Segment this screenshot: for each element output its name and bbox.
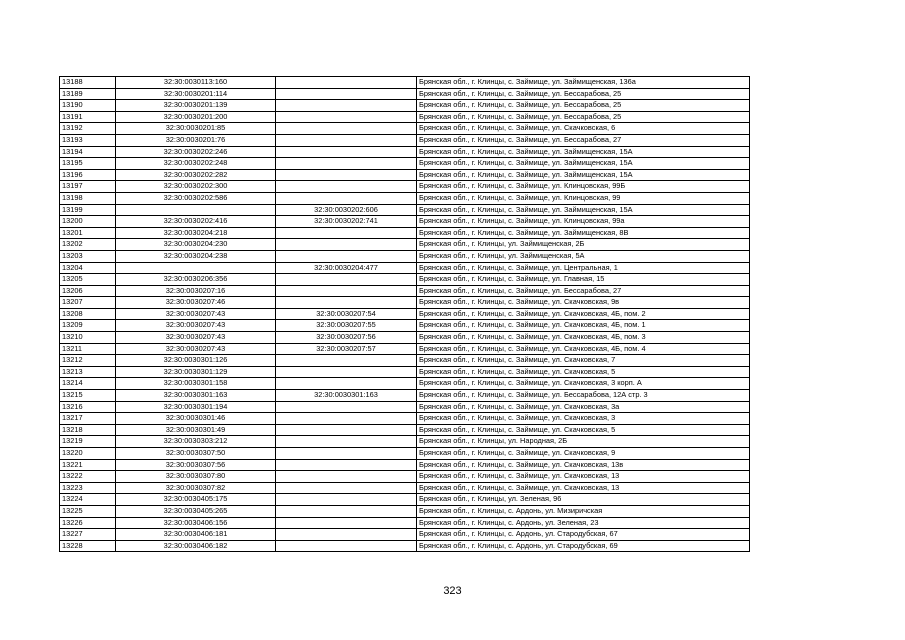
table-row	[60, 505, 750, 517]
address-cell: Брянская обл., г. Клинцы, с. Ардонь, ул. Зеленая, 23	[417, 517, 750, 529]
address-cell: Брянская обл., г. Клинцы, с. Займище, ул. Скачковская, 7	[417, 355, 750, 367]
row-index-cell: 13192	[60, 123, 116, 135]
address-cell: Брянская обл., г. Клинцы, с. Займище, ул. Скачковская, 13	[417, 471, 750, 483]
cadastral-number-cell: 32:30:0030201:114	[116, 88, 276, 100]
row-index-cell: 13222	[60, 471, 116, 483]
row-index-cell: 13199	[60, 204, 116, 216]
linked-cadastral-number-cell	[276, 181, 417, 193]
row-index-cell: 13202	[60, 239, 116, 251]
linked-cadastral-number-cell	[276, 158, 417, 170]
row-index-cell: 13201	[60, 227, 116, 239]
cadastral-number-cell: 32:30:0030406:156	[116, 517, 276, 529]
row-index-cell: 13223	[60, 482, 116, 494]
address-cell: Брянская обл., г. Клинцы, с. Займище, ул. Займищенская, 15А	[417, 169, 750, 181]
linked-cadastral-number-cell: 32:30:0030207:54	[276, 308, 417, 320]
address-cell: Брянская обл., г. Клинцы, с. Займище, ул. Скачковская, 4Б, пом. 2	[417, 308, 750, 320]
row-index-cell: 13212	[60, 355, 116, 367]
linked-cadastral-number-cell	[276, 529, 417, 541]
table-row	[60, 123, 750, 135]
cadastral-number-cell: 32:30:0030307:80	[116, 471, 276, 483]
table-row	[60, 517, 750, 529]
address-cell: Брянская обл., г. Клинцы, с. Займище, ул. Скачковская, 5	[417, 424, 750, 436]
table-row	[60, 274, 750, 286]
table-row	[60, 320, 750, 332]
table-row	[60, 297, 750, 309]
table-row	[60, 436, 750, 448]
linked-cadastral-number-cell	[276, 471, 417, 483]
cadastral-number-cell: 32:30:0030202:248	[116, 158, 276, 170]
cadastral-number-cell: 32:30:0030207:43	[116, 343, 276, 355]
linked-cadastral-number-cell	[276, 239, 417, 251]
table-row	[60, 378, 750, 390]
cadastral-number-cell: 32:30:0030206:356	[116, 274, 276, 286]
linked-cadastral-number-cell: 32:30:0030204:477	[276, 262, 417, 274]
cadastral-number-cell: 32:30:0030301:49	[116, 424, 276, 436]
linked-cadastral-number-cell	[276, 134, 417, 146]
row-index-cell: 13188	[60, 77, 116, 89]
row-index-cell: 13220	[60, 448, 116, 460]
cadastral-number-cell: 32:30:0030301:46	[116, 413, 276, 425]
table-row	[60, 181, 750, 193]
table-row	[60, 332, 750, 344]
address-cell: Брянская обл., г. Клинцы, с. Займище, ул. Займищенская, 15А	[417, 204, 750, 216]
address-cell: Брянская обл., г. Клинцы, с. Займище, ул. Займищенская, 136а	[417, 77, 750, 89]
table-row	[60, 366, 750, 378]
cadastral-number-cell: 32:30:0030207:43	[116, 320, 276, 332]
address-cell: Брянская обл., г. Клинцы, с. Займище, ул. Главная, 15	[417, 274, 750, 286]
cadastral-number-cell: 32:30:0030202:300	[116, 181, 276, 193]
table-row	[60, 169, 750, 181]
cadastral-number-cell	[116, 262, 276, 274]
table-row	[60, 250, 750, 262]
linked-cadastral-number-cell	[276, 146, 417, 158]
table-row	[60, 401, 750, 413]
linked-cadastral-number-cell	[276, 517, 417, 529]
cadastral-number-cell: 32:30:0030301:126	[116, 355, 276, 367]
linked-cadastral-number-cell	[276, 100, 417, 112]
address-cell: Брянская обл., г. Клинцы, с. Займище, ул. Займищенская, 15А	[417, 146, 750, 158]
cadastral-number-cell: 32:30:0030301:158	[116, 378, 276, 390]
registry-table	[59, 76, 750, 552]
linked-cadastral-number-cell	[276, 378, 417, 390]
table-row	[60, 158, 750, 170]
address-cell: Брянская обл., г. Клинцы, с. Займище, ул. Скачковская, 13	[417, 482, 750, 494]
address-cell: Брянская обл., г. Клинцы, с. Ардонь, ул. Мизиричская	[417, 505, 750, 517]
table-row	[60, 192, 750, 204]
row-index-cell: 13197	[60, 181, 116, 193]
cadastral-number-cell: 32:30:0030201:200	[116, 111, 276, 123]
linked-cadastral-number-cell	[276, 227, 417, 239]
linked-cadastral-number-cell	[276, 424, 417, 436]
row-index-cell: 13211	[60, 343, 116, 355]
linked-cadastral-number-cell	[276, 274, 417, 286]
cadastral-number-cell: 32:30:0030301:194	[116, 401, 276, 413]
linked-cadastral-number-cell	[276, 111, 417, 123]
address-cell: Брянская обл., г. Клинцы, с. Ардонь, ул. Стародубская, 67	[417, 529, 750, 541]
address-cell: Брянская обл., г. Клинцы, с. Займище, ул. Бессарабова, 25	[417, 111, 750, 123]
table-row	[60, 413, 750, 425]
address-cell: Брянская обл., г. Клинцы, с. Займище, ул. Займищенская, 15А	[417, 158, 750, 170]
linked-cadastral-number-cell: 32:30:0030301:163	[276, 390, 417, 402]
cadastral-number-cell: 32:30:0030201:139	[116, 100, 276, 112]
row-index-cell: 13210	[60, 332, 116, 344]
table-row	[60, 482, 750, 494]
table-row	[60, 216, 750, 228]
address-cell: Брянская обл., г. Клинцы, ул. Займищенская, 2Б	[417, 239, 750, 251]
row-index-cell: 13219	[60, 436, 116, 448]
table-row	[60, 308, 750, 320]
row-index-cell: 13203	[60, 250, 116, 262]
table-row	[60, 355, 750, 367]
row-index-cell: 13193	[60, 134, 116, 146]
registry-table-body	[60, 77, 750, 552]
row-index-cell: 13227	[60, 529, 116, 541]
address-cell: Брянская обл., г. Клинцы, с. Займище, ул. Бессарабова, 25	[417, 100, 750, 112]
cadastral-number-cell: 32:30:0030207:46	[116, 297, 276, 309]
row-index-cell: 13207	[60, 297, 116, 309]
row-index-cell: 13209	[60, 320, 116, 332]
linked-cadastral-number-cell	[276, 413, 417, 425]
address-cell: Брянская обл., г. Клинцы, с. Займище, ул. Бессарабова, 25	[417, 88, 750, 100]
row-index-cell: 13216	[60, 401, 116, 413]
table-row	[60, 448, 750, 460]
address-cell: Брянская обл., г. Клинцы, с. Займище, ул. Центральная, 1	[417, 262, 750, 274]
table-row	[60, 77, 750, 89]
table-row	[60, 204, 750, 216]
cadastral-number-cell: 32:30:0030406:181	[116, 529, 276, 541]
table-row	[60, 146, 750, 158]
table-row	[60, 111, 750, 123]
address-cell: Брянская обл., г. Клинцы, с. Займище, ул. Скачковская, 13в	[417, 459, 750, 471]
cadastral-number-cell: 32:30:0030202:416	[116, 216, 276, 228]
cadastral-number-cell: 32:30:0030204:230	[116, 239, 276, 251]
cadastral-number-cell: 32:30:0030207:16	[116, 285, 276, 297]
linked-cadastral-number-cell	[276, 285, 417, 297]
table-row	[60, 529, 750, 541]
cadastral-number-cell: 32:30:0030204:218	[116, 227, 276, 239]
linked-cadastral-number-cell	[276, 401, 417, 413]
table-row	[60, 343, 750, 355]
row-index-cell: 13208	[60, 308, 116, 320]
linked-cadastral-number-cell	[276, 123, 417, 135]
table-row	[60, 285, 750, 297]
row-index-cell: 13224	[60, 494, 116, 506]
table-row	[60, 494, 750, 506]
table-row	[60, 262, 750, 274]
cadastral-number-cell: 32:30:0030303:212	[116, 436, 276, 448]
row-index-cell: 13198	[60, 192, 116, 204]
linked-cadastral-number-cell	[276, 297, 417, 309]
row-index-cell: 13194	[60, 146, 116, 158]
table-row	[60, 88, 750, 100]
address-cell: Брянская обл., г. Клинцы, с. Займище, ул. Бессарабова, 27	[417, 134, 750, 146]
linked-cadastral-number-cell	[276, 505, 417, 517]
address-cell: Брянская обл., г. Клинцы, с. Займище, ул. Скачковская, 3	[417, 413, 750, 425]
linked-cadastral-number-cell	[276, 77, 417, 89]
table-row	[60, 134, 750, 146]
cadastral-number-cell: 32:30:0030202:246	[116, 146, 276, 158]
linked-cadastral-number-cell	[276, 355, 417, 367]
address-cell: Брянская обл., г. Клинцы, с. Займище, ул. Клинцовская, 99	[417, 192, 750, 204]
cadastral-number-cell: 32:30:0030207:43	[116, 308, 276, 320]
row-index-cell: 13226	[60, 517, 116, 529]
table-row	[60, 459, 750, 471]
address-cell: Брянская обл., г. Клинцы, с. Займище, ул. Скачковская, 9в	[417, 297, 750, 309]
cadastral-number-cell: 32:30:0030307:50	[116, 448, 276, 460]
row-index-cell: 13195	[60, 158, 116, 170]
row-index-cell: 13190	[60, 100, 116, 112]
address-cell: Брянская обл., г. Клинцы, с. Займище, ул. Скачковская, 3а	[417, 401, 750, 413]
linked-cadastral-number-cell	[276, 366, 417, 378]
row-index-cell: 13218	[60, 424, 116, 436]
cadastral-number-cell: 32:30:0030207:43	[116, 332, 276, 344]
row-index-cell: 13205	[60, 274, 116, 286]
cadastral-number-cell: 32:30:0030202:586	[116, 192, 276, 204]
cadastral-number-cell: 32:30:0030201:76	[116, 134, 276, 146]
row-index-cell: 13214	[60, 378, 116, 390]
linked-cadastral-number-cell: 32:30:0030207:55	[276, 320, 417, 332]
address-cell: Брянская обл., г. Клинцы, с. Займище, ул. Бессарабова, 27	[417, 285, 750, 297]
table-row	[60, 239, 750, 251]
linked-cadastral-number-cell: 32:30:0030202:606	[276, 204, 417, 216]
row-index-cell: 13215	[60, 390, 116, 402]
linked-cadastral-number-cell	[276, 250, 417, 262]
address-cell: Брянская обл., г. Клинцы, ул. Народная, 2Б	[417, 436, 750, 448]
cadastral-number-cell: 32:30:0030202:282	[116, 169, 276, 181]
linked-cadastral-number-cell	[276, 448, 417, 460]
address-cell: Брянская обл., г. Клинцы, с. Займище, ул. Клинцовская, 99а	[417, 216, 750, 228]
address-cell: Брянская обл., г. Клинцы, с. Займище, ул. Клинцовская, 99Б	[417, 181, 750, 193]
row-index-cell: 13228	[60, 540, 116, 552]
address-cell: Брянская обл., г. Клинцы, с. Займище, ул. Скачковская, 4Б, пом. 4	[417, 343, 750, 355]
cadastral-number-cell: 32:30:0030405:175	[116, 494, 276, 506]
table-row	[60, 390, 750, 402]
address-cell: Брянская обл., г. Клинцы, с. Займище, ул. Скачковская, 3 корп. А	[417, 378, 750, 390]
address-cell: Брянская обл., г. Клинцы, с. Займище, ул. Скачковская, 4Б, пом. 3	[417, 332, 750, 344]
address-cell: Брянская обл., г. Клинцы, с. Ардонь, ул. Стародубская, 69	[417, 540, 750, 552]
row-index-cell: 13213	[60, 366, 116, 378]
row-index-cell: 13196	[60, 169, 116, 181]
cadastral-number-cell: 32:30:0030405:265	[116, 505, 276, 517]
cadastral-number-cell	[116, 204, 276, 216]
table-row	[60, 540, 750, 552]
address-cell: Брянская обл., г. Клинцы, с. Займище, ул. Займищенская, 8В	[417, 227, 750, 239]
table-row	[60, 471, 750, 483]
address-cell: Брянская обл., г. Клинцы, с. Займище, ул. Скачковская, 6	[417, 123, 750, 135]
linked-cadastral-number-cell	[276, 169, 417, 181]
table-row	[60, 424, 750, 436]
cadastral-number-cell: 32:30:0030301:129	[116, 366, 276, 378]
row-index-cell: 13225	[60, 505, 116, 517]
linked-cadastral-number-cell	[276, 482, 417, 494]
row-index-cell: 13217	[60, 413, 116, 425]
address-cell: Брянская обл., г. Клинцы, с. Займище, ул. Скачковская, 4Б, пом. 1	[417, 320, 750, 332]
linked-cadastral-number-cell: 32:30:0030207:56	[276, 332, 417, 344]
linked-cadastral-number-cell	[276, 88, 417, 100]
cadastral-number-cell: 32:30:0030113:160	[116, 77, 276, 89]
linked-cadastral-number-cell	[276, 192, 417, 204]
address-cell: Брянская обл., г. Клинцы, ул. Займищенская, 5А	[417, 250, 750, 262]
address-cell: Брянская обл., г. Клинцы, с. Займище, ул. Скачковская, 9	[417, 448, 750, 460]
table-row	[60, 227, 750, 239]
cadastral-number-cell: 32:30:0030307:82	[116, 482, 276, 494]
linked-cadastral-number-cell	[276, 540, 417, 552]
cadastral-number-cell: 32:30:0030307:56	[116, 459, 276, 471]
row-index-cell: 13221	[60, 459, 116, 471]
page-number: 323	[443, 585, 462, 597]
row-index-cell: 13200	[60, 216, 116, 228]
linked-cadastral-number-cell	[276, 494, 417, 506]
table-row	[60, 100, 750, 112]
row-index-cell: 13206	[60, 285, 116, 297]
cadastral-number-cell: 32:30:0030301:163	[116, 390, 276, 402]
cadastral-number-cell: 32:30:0030204:238	[116, 250, 276, 262]
row-index-cell: 13191	[60, 111, 116, 123]
address-cell: Брянская обл., г. Клинцы, с. Займище, ул. Бессарабова, 12А стр. 3	[417, 390, 750, 402]
linked-cadastral-number-cell	[276, 459, 417, 471]
address-cell: Брянская обл., г. Клинцы, с. Займище, ул. Скачковская, 5	[417, 366, 750, 378]
row-index-cell: 13189	[60, 88, 116, 100]
linked-cadastral-number-cell: 32:30:0030202:741	[276, 216, 417, 228]
linked-cadastral-number-cell: 32:30:0030207:57	[276, 343, 417, 355]
linked-cadastral-number-cell	[276, 436, 417, 448]
address-cell: Брянская обл., г. Клинцы, ул. Зеленая, 96	[417, 494, 750, 506]
row-index-cell: 13204	[60, 262, 116, 274]
cadastral-number-cell: 32:30:0030201:85	[116, 123, 276, 135]
cadastral-number-cell: 32:30:0030406:182	[116, 540, 276, 552]
